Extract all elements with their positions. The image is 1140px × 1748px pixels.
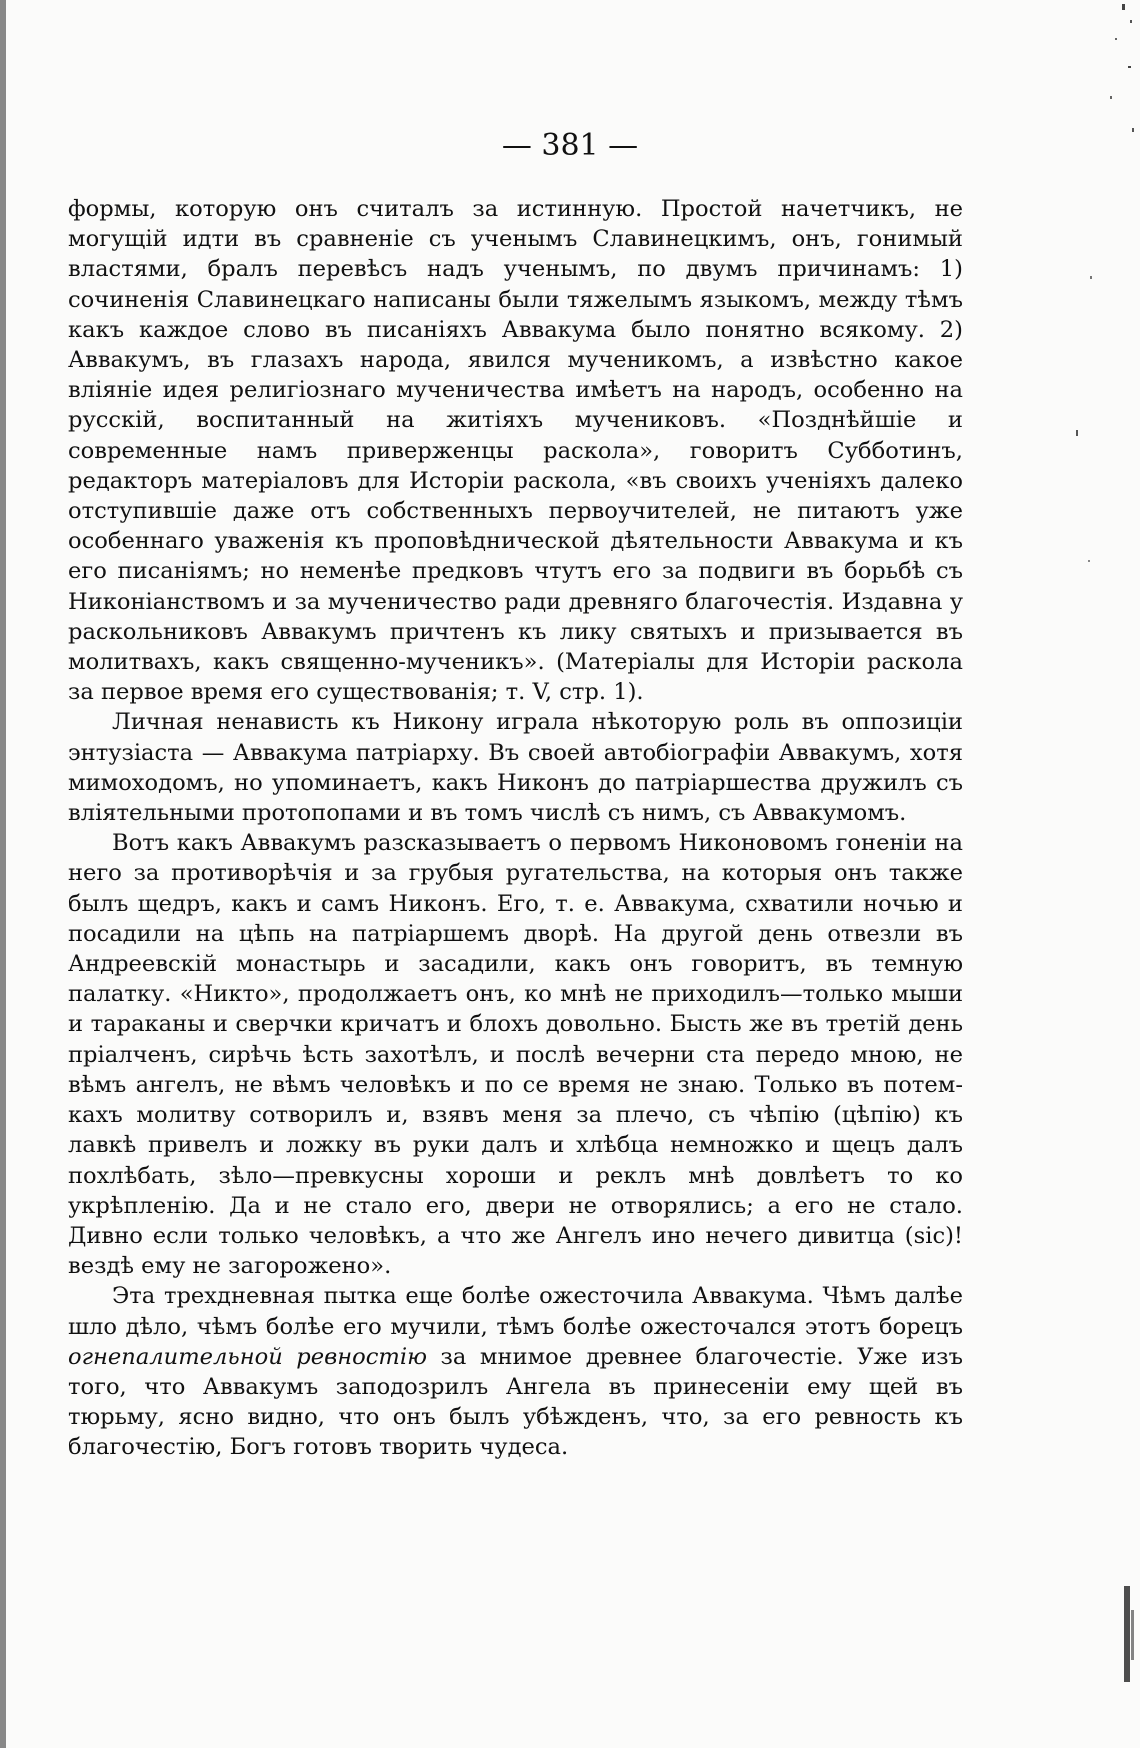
paragraph: Вотъ какъ Аввакумъ разсказываетъ о первомъ Никоновомъ гоненіи на него за противорѣчія и за грубыя ругательства, на которыя онъ также былъ щедръ, какъ и самъ Никонъ. Его, т. е. Аввакума, схватили ночью и посадили на цѣпь на патріаршемъ дворѣ. На другой день отвезли въ Андреевскій монастырь и засадили, какъ онъ говоритъ, въ темную палатку. «Никто», продолжаетъ онъ, ко мнѣ не приходилъ—только мыши и тараканы и сверчки кричатъ и блохъ довольно. Бысть же въ третій день пріалченъ, сирѣчь ѣсть захотѣлъ, и послѣ вечерни ста передо мною, не вѣмъ ангелъ, не вѣмъ человѣкъ и по се время не знаю. Только въ потемкахъ молитву сотворилъ и, взявъ меня за плечо, съ чѣпію (цѣпію) къ лавкѣ привелъ и ложку въ руки далъ и хлѣбца немножко и щецъ далъ похлѣбать, зѣло—превкусны хороши и реклъ мнѣ довлѣетъ то ко укрѣпленію. Да и не стало его, двери не отворялись; а его не стало. Дивно если только человѣкъ, а что же Ангелъ ино нечего дивитца (sic)! вездѣ ему не загорожено». [68,830,963,1280]
paragraph: Личная ненависть къ Никону играла нѣкоторую роль въ оппозиціи энтузіаста — Аввакума патріарху. Въ своей автобіографіи Аввакумъ, хотя мимоходомъ, но упоминаетъ, какъ Никонъ до патріаршества дружилъ съ вліятельными протопопами и въ томъ числѣ съ нимъ, съ Аввакумомъ. [68,709,963,827]
paragraph: формы, которую онъ считалъ за истинную. Простой начетчикъ, не могущій идти въ сравненіе съ ученымъ Славинецкимъ, онъ, гонимый властями, бралъ перевѣсъ надъ ученымъ, по двумъ причинамъ: 1) сочиненія Славинецкаго написаны были тяжелымъ языкомъ, между тѣмъ какъ каждое слово въ писаніяхъ Аввакума было понятно всякому. 2) Аввакумъ, въ глазахъ народа, явился мученикомъ, а извѣстно какое вліяніе идея религіознаго мученичества имѣетъ на народъ, особенно на русскій, воспитанный на житіяхъ мучениковъ. «Позднѣйшіе и современные намъ приверженцы раскола», говоритъ Субботинъ, редакторъ матеріаловъ для Исторіи раскола, «въ своихъ ученіяхъ далеко отступившіе даже отъ собственныхъ первоучителей, не питаютъ уже особеннаго уваженія къ проповѣднической дѣятельности Аввакума и къ его писаніямъ; но неменѣе предковъ чтутъ его за подвиги въ борьбѣ съ Никоніанствомъ и за мученичество ради древняго благочестія. Издавна у раскольниковъ Аввакумъ причтенъ къ лику святыхъ и призывается въ молитвахъ, какъ священно-мученикъ». (Матеріалы для Исторіи раскола за первое время его существованія; т. V, стр. 1). [68,196,963,706]
paragraph-text: Эта трехдневная пытка еще болѣе ожесточила Аввакума. Чѣмъ далѣе шло дѣло, чѣмъ болѣе его мучили, тѣмъ болѣе ожесточался этотъ борецъ [68,1283,963,1340]
body-text [68,194,963,1463]
emphasized-phrase: огнепалительной ревностію [68,1343,427,1370]
scan-left-edge [0,0,6,1748]
scan-noise-right [1070,0,1140,1748]
paragraph-with-emphasis [68,1281,963,1462]
page-number: — 381 — [501,128,639,163]
paragraph-text: за мнимое древнее благочестіе. Уже изъ того, что Аввакумъ заподозрилъ Ангела въ принесеніи ему щей въ тюрьму, ясно видно, что онъ былъ убѣжденъ, что, за его ревность къ благочестію, Богъ готовъ творить чудеса. [68,1343,963,1461]
